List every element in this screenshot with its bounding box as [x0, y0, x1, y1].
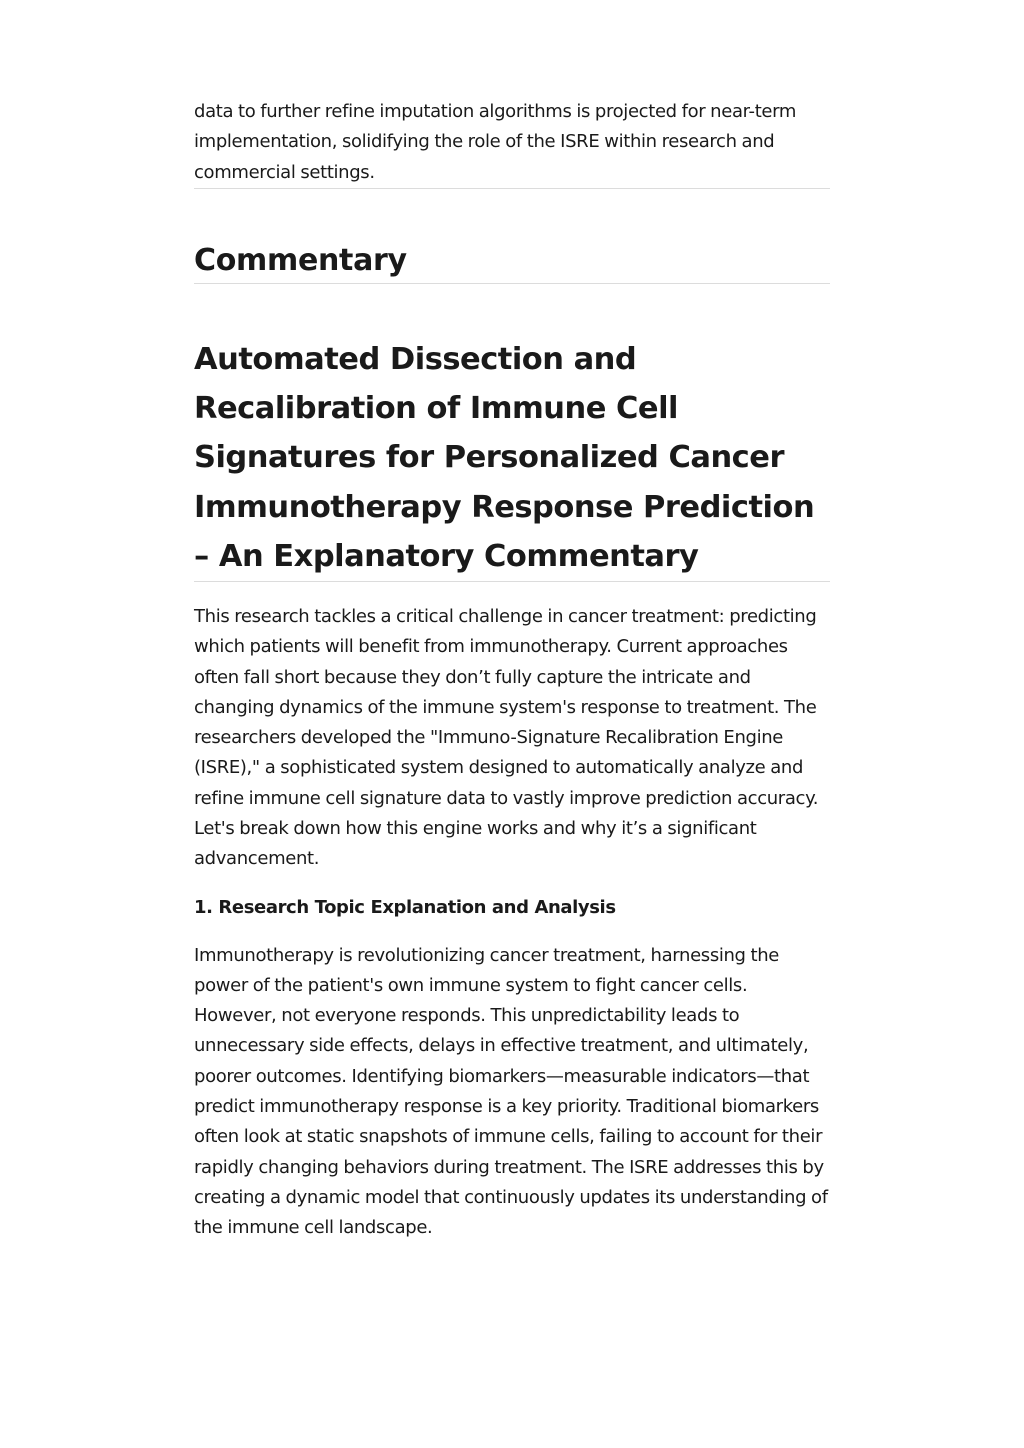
- section-heading: Commentary: [194, 242, 407, 278]
- body-paragraph: Immunotherapy is revolutionizing cancer treatment, harnessing the power of the patient's own immune system to fight cancer cells. However, not everyone responds. This unpredictability leads to unnecessary side effects, delays in effective treatment, and ultimately, poorer outcomes. Identifying biomarkers—measurable indicators—that predict immunotherapy response is a key priority. Traditional biomarkers often look at static snapshots of immune cells, failing to account for their rapidly changing behaviors during treatment. The ISRE addresses this by creating a dynamic model that continuously updates its understanding of the immune cell landscape.: [194, 944, 828, 1239]
- document-page: [194, 97, 830, 1244]
- abstract-paragraph: This research tackles a critical challenge in cancer treatment: predicting which patients will benefit from immunotherapy. Current approaches often fall short because they don’t fully capture the intricate and changing dynamics of the immune system's response to treatment. The researchers developed the "Immuno-Signature Recalibration Engine (ISRE)," a sophisticated system designed to automatically analyze and refine immune cell signature data to vastly improve prediction accuracy. Let's break down how this engine works and why it’s a significant advancement.: [194, 605, 819, 870]
- subsection-heading: 1. Research Topic Explanation and Analysis: [194, 896, 616, 918]
- intro-paragraph: data to further refine imputation algorithms is projected for near-term implementation, solidifying the role of the ISRE within research and commercial settings.: [194, 101, 797, 183]
- article-title: Automated Dissection and Recalibration of Immune Cell Signatures for Personalized Cancer Immunotherapy Response Prediction – An Explanatory Commentary: [194, 341, 815, 574]
- divider: [194, 581, 830, 582]
- divider: [194, 188, 830, 189]
- divider: [194, 283, 830, 284]
